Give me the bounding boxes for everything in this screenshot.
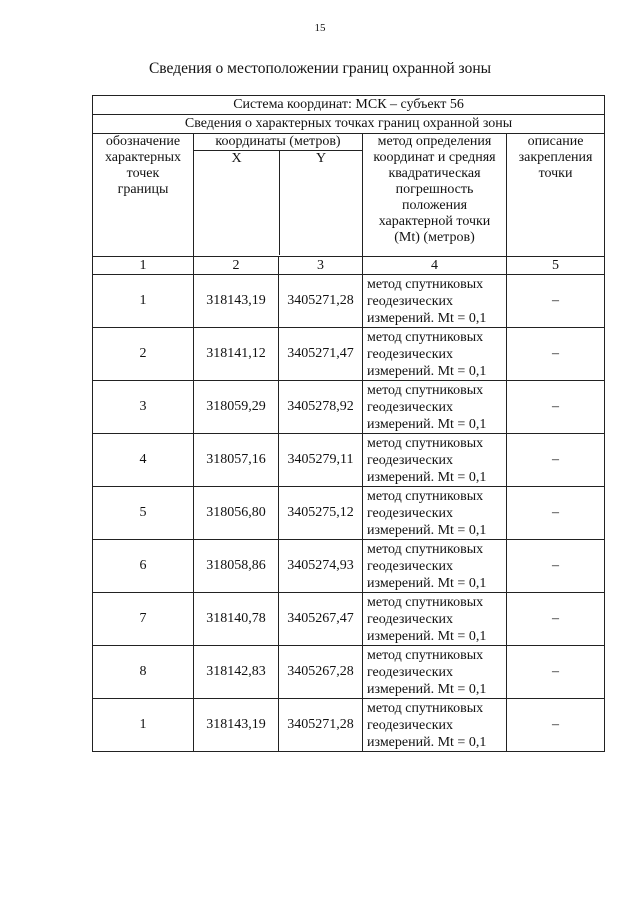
y-coordinate-cell: 3405267,47 (279, 593, 363, 646)
header-point-line: точек (126, 166, 160, 181)
method-cell (363, 699, 507, 752)
x-coordinate-cell: 318058,86 (194, 540, 279, 593)
point-id-cell: 5 (93, 487, 194, 540)
method-line: геодезических (367, 399, 454, 415)
x-coordinate-cell: 318056,80 (194, 487, 279, 540)
method-line: геодезических (367, 452, 454, 468)
header-method-line: (Mt) (метров) (394, 230, 475, 245)
header-point-line: обозначение (105, 134, 181, 149)
method-line: геодезических (367, 346, 454, 362)
method-line: измерений. Mt = 0,1 (367, 310, 487, 326)
coordinate-system-title: Система координат: МСК – субъект 56 (93, 96, 605, 115)
table-row (93, 540, 605, 593)
method-line: измерений. Mt = 0,1 (367, 522, 487, 538)
point-id-cell: 2 (93, 328, 194, 381)
point-id-cell: 1 (93, 275, 194, 328)
method-cell (363, 275, 507, 328)
header-method-line: квадратическая (388, 166, 481, 181)
table-row (93, 275, 605, 328)
description-cell: – (507, 646, 605, 699)
point-id-cell: 3 (93, 381, 194, 434)
method-line: измерений. Mt = 0,1 (367, 734, 487, 750)
description-cell: – (507, 381, 605, 434)
y-coordinate-cell: 3405274,93 (279, 540, 363, 593)
column-number: 3 (279, 257, 363, 275)
method-line: измерений. Mt = 0,1 (367, 363, 487, 379)
method-cell (363, 593, 507, 646)
table-row (93, 646, 605, 699)
header-coordinates (194, 134, 363, 257)
table-row (93, 328, 605, 381)
method-line: измерений. Mt = 0,1 (367, 416, 487, 432)
method-line: метод спутниковых (367, 488, 484, 504)
method-line: метод спутниковых (367, 700, 484, 716)
x-coordinate-cell: 318143,19 (194, 699, 279, 752)
y-coordinate-cell: 3405275,12 (279, 487, 363, 540)
table-row (93, 434, 605, 487)
point-id-cell: 6 (93, 540, 194, 593)
method-cell (363, 434, 507, 487)
description-cell: – (507, 275, 605, 328)
header-description-line: закрепления (518, 150, 593, 165)
column-numbers-row (93, 257, 605, 275)
header-method-line: метод определения (377, 134, 492, 149)
method-line: геодезических (367, 558, 454, 574)
section-title: Сведения о характерных точках границ охранной зоны (93, 115, 605, 134)
method-line: геодезических (367, 664, 454, 680)
point-id-cell: 7 (93, 593, 194, 646)
method-line: метод спутниковых (367, 647, 484, 663)
column-number: 1 (93, 257, 194, 275)
method-cell (363, 540, 507, 593)
y-coordinate-cell: 3405278,92 (279, 381, 363, 434)
header-y: Y (315, 151, 327, 166)
table-row (93, 699, 605, 752)
x-coordinate-cell: 318142,83 (194, 646, 279, 699)
method-line: метод спутниковых (367, 276, 484, 292)
method-line: измерений. Mt = 0,1 (367, 575, 487, 591)
x-coordinate-cell: 318143,19 (194, 275, 279, 328)
description-cell: – (507, 699, 605, 752)
header-coordinates-label: координаты (метров) (194, 134, 362, 151)
column-number: 4 (363, 257, 507, 275)
method-cell (363, 646, 507, 699)
x-coordinate-cell: 318140,78 (194, 593, 279, 646)
method-line: метод спутниковых (367, 541, 484, 557)
header-point (93, 134, 194, 257)
method-line: геодезических (367, 611, 454, 627)
x-coordinate-cell: 318057,16 (194, 434, 279, 487)
method-line: метод спутниковых (367, 382, 484, 398)
method-line: метод спутниковых (367, 329, 484, 345)
point-id-cell: 4 (93, 434, 194, 487)
header-description (507, 134, 605, 257)
method-line: геодезических (367, 293, 454, 309)
boundary-points-table (92, 95, 605, 752)
header-x: X (194, 151, 280, 255)
y-coordinate-cell: 3405279,11 (279, 434, 363, 487)
y-coordinate-cell: 3405271,47 (279, 328, 363, 381)
header-point-line: границы (117, 182, 169, 197)
x-coordinate-cell: 318059,29 (194, 381, 279, 434)
table-row (93, 487, 605, 540)
method-cell (363, 381, 507, 434)
y-coordinate-cell: 3405267,28 (279, 646, 363, 699)
table-row (93, 593, 605, 646)
header-method-line: координат и средняя (373, 150, 496, 165)
header-description-line: точки (538, 166, 573, 181)
table-row (93, 381, 605, 434)
method-cell (363, 328, 507, 381)
header-method-line: погрешность (395, 182, 474, 197)
header-point-line: характерных (104, 150, 182, 165)
y-coordinate-cell: 3405271,28 (279, 275, 363, 328)
description-cell: – (507, 434, 605, 487)
header-method-line: характерной точки (378, 214, 491, 229)
method-line: измерений. Mt = 0,1 (367, 469, 487, 485)
column-number: 2 (194, 257, 279, 275)
description-cell: – (507, 487, 605, 540)
header-method (363, 134, 507, 257)
method-line: измерений. Mt = 0,1 (367, 681, 487, 697)
method-line: метод спутниковых (367, 594, 484, 610)
page-number: 15 (314, 22, 326, 34)
method-line: геодезических (367, 717, 454, 733)
description-cell: – (507, 593, 605, 646)
method-cell (363, 487, 507, 540)
point-id-cell: 1 (93, 699, 194, 752)
column-number: 5 (507, 257, 605, 275)
point-id-cell: 8 (93, 646, 194, 699)
document-heading: Сведения о местоположении границ охранной зоны (148, 60, 492, 77)
method-line: метод спутниковых (367, 435, 484, 451)
description-cell: – (507, 540, 605, 593)
method-line: геодезических (367, 505, 454, 521)
description-cell: – (507, 328, 605, 381)
y-coordinate-cell: 3405271,28 (279, 699, 363, 752)
x-coordinate-cell: 318141,12 (194, 328, 279, 381)
header-description-line: описание (527, 134, 584, 149)
method-line: измерений. Mt = 0,1 (367, 628, 487, 644)
header-method-line: положения (401, 198, 468, 213)
